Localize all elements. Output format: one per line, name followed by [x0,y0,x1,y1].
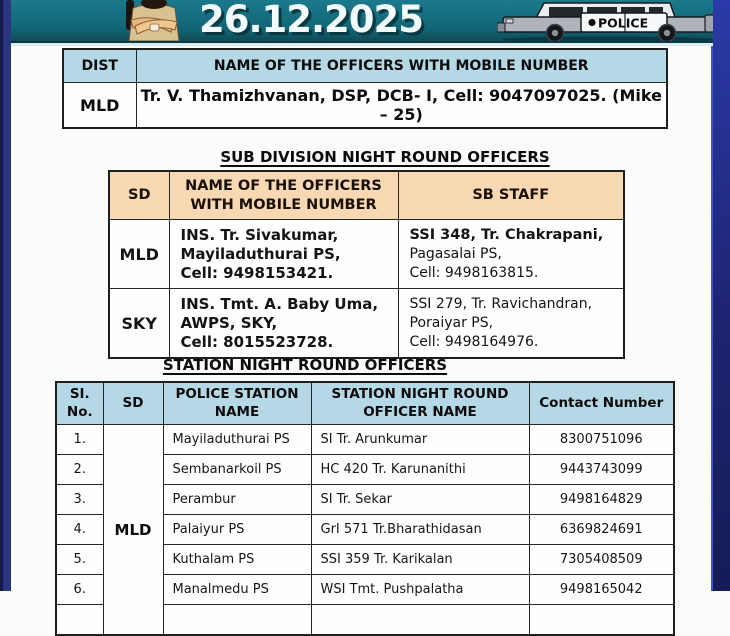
sl-no: 3. [56,485,103,515]
officer-name: SI Tr. Sekar [311,485,529,515]
officer-name-header: NAME OF THE OFFICERS WITH MOBILE NUMBER [169,171,398,220]
table-header-row [56,382,674,425]
district-officer-value: Tr. V. Thamizhvanan, DSP, DCB- I, Cell: 9047097025. (Mike – 25) [136,83,667,129]
officer-line: INS. Tmt. A. Baby Uma, [180,294,379,313]
dist-value: MLD [63,83,136,129]
sl-no: 2. [56,455,103,485]
officer-line: Mayiladuthurai PS, [180,244,341,263]
officer-name-header: NAME OF THE OFFICERS WITH MOBILE NUMBER [136,49,667,83]
sb-staff-line: SSI 279, Tr. Ravichandran, [409,295,593,312]
sd-value: MLD [109,220,169,289]
table-row [63,83,667,129]
station-name: Manalmedu PS [163,575,311,605]
header-banner [11,0,713,43]
sb-staff-header: SB STAFF [398,171,624,220]
station-table [55,381,675,636]
banner-date: 26.12.2025 [198,0,424,41]
officer-cell [169,289,398,359]
banner-divider-strip [11,43,713,46]
contact-number: 8300751096 [529,425,674,455]
station-name: Kuthalam PS [163,545,311,575]
station-name: Perambur [163,485,311,515]
contact-number: 7305408509 [529,545,674,575]
contact-number: 9498165042 [529,575,674,605]
right-border-band [711,0,730,591]
sd-header: SD [103,382,163,425]
table-row [109,220,624,289]
officer-name: SI Tr. Arunkumar [311,425,529,455]
station-name: Mayiladuthurai PS [163,425,311,455]
left-border-band [0,0,11,591]
table-header-row [63,49,667,83]
sb-staff-line: SSI 348, Tr. Chakrapani, [409,226,604,243]
officer-name: HC 420 Tr. Karunanithi [311,455,529,485]
contact-number: 9443743099 [529,455,674,485]
officer-line: Cell: 8015523728. [180,332,334,351]
table-header-row [109,171,624,220]
sb-staff-line: Poraiyar PS, [409,314,494,331]
police-car-icon [497,0,713,41]
dist-header: DIST [63,49,136,83]
sb-staff-cell [398,220,624,289]
sl-no: 6. [56,575,103,605]
sl-no: 5. [56,545,103,575]
sl-no-header: SI. No. [56,382,103,425]
police-officer-illustration-icon [123,0,185,41]
officer-name: WSI Tmt. Pushpalatha [311,575,529,605]
night-round-officer-header: STATION NIGHT ROUND OFFICER NAME [311,382,529,425]
station-name: Sembanarkoil PS [163,455,311,485]
sub-division-heading: SUB DIVISION NIGHT ROUND OFFICERS [220,148,550,166]
svg-text:POLICE: POLICE [598,15,649,31]
sl-no: 4. [56,515,103,545]
sd-value: SKY [109,289,169,359]
sb-staff-cell [398,289,624,359]
police-station-header: POLICE STATION NAME [163,382,311,425]
station-name [163,605,311,636]
contact-number: 6369824691 [529,515,674,545]
sd-group-value: MLD [103,425,163,636]
officer-name: GrI 571 Tr.Bharathidasan [311,515,529,545]
sb-staff-line: Cell: 9498163815. [409,264,539,281]
officer-name [311,605,529,636]
sl-no [56,605,103,636]
officer-cell [169,220,398,289]
contact-number [529,605,674,636]
sub-division-table [108,170,625,359]
station-heading: STATION NIGHT ROUND OFFICERS [162,356,448,374]
officer-name: SSI 359 Tr. Karikalan [311,545,529,575]
officer-line: Cell: 9498153421. [180,263,334,282]
table-row [109,289,624,359]
station-name: Palaiyur PS [163,515,311,545]
officer-line: INS. Tr. Sivakumar, [180,225,339,244]
contact-number: 9498164829 [529,485,674,515]
sl-no: 1. [56,425,103,455]
sd-header: SD [109,171,169,220]
district-officer-table [62,48,668,129]
officer-line: AWPS, SKY, [180,313,278,332]
table-row [56,425,674,455]
sb-staff-line: Pagasalai PS, [409,245,502,262]
sb-staff-line: Cell: 9498164976. [409,333,539,350]
contact-number-header: Contact Number [529,382,674,425]
